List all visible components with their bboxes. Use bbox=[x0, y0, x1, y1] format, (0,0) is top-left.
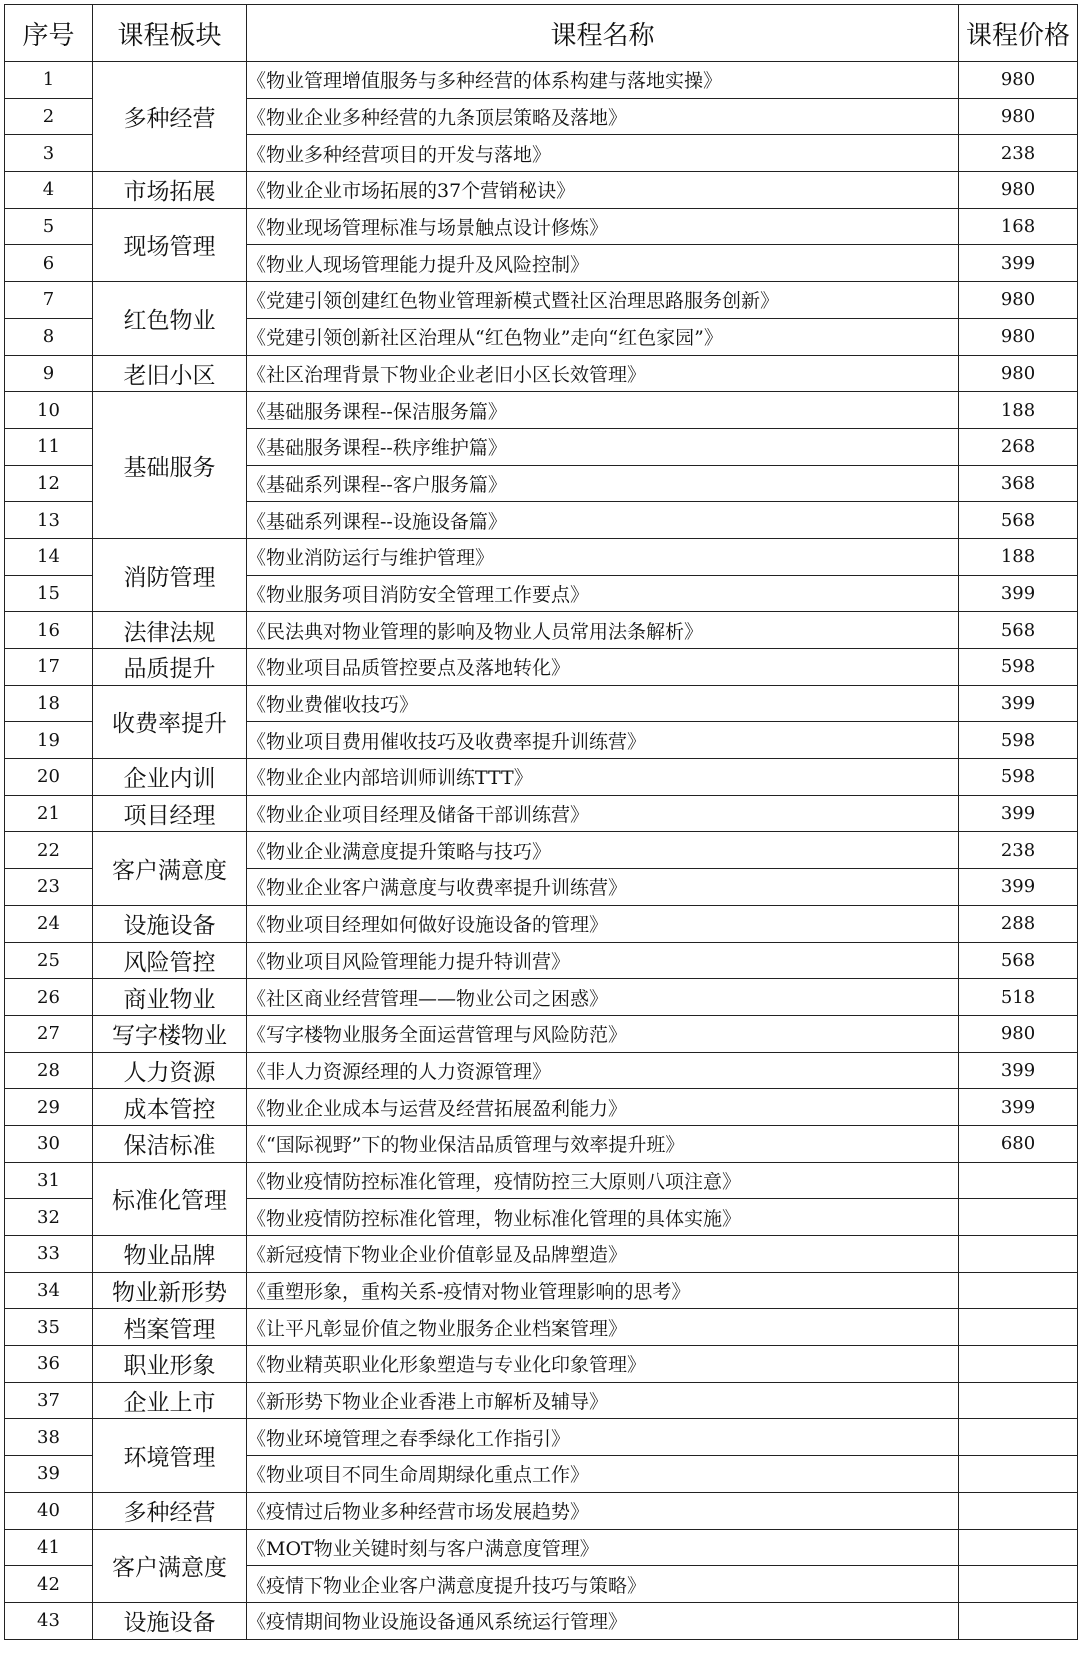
course-price: 980 bbox=[959, 98, 1078, 135]
category-cell: 企业内训 bbox=[93, 759, 247, 796]
table-header bbox=[5, 5, 1078, 62]
course-name: 《MOT物业关键时刻与客户满意度管理》 bbox=[247, 1529, 959, 1566]
row-number: 7 bbox=[5, 282, 93, 319]
table-row bbox=[5, 1602, 1078, 1639]
category-cell: 设施设备 bbox=[93, 905, 247, 942]
category-cell: 环境管理 bbox=[93, 1419, 247, 1492]
course-price: 399 bbox=[959, 1089, 1078, 1126]
course-name: 《物业项目品质管控要点及落地转化》 bbox=[247, 649, 959, 686]
row-number: 10 bbox=[5, 392, 93, 429]
course-name: 《基础系列课程--设施设备篇》 bbox=[247, 502, 959, 539]
course-name: 《物业企业客户满意度与收费率提升训练营》 bbox=[247, 869, 959, 906]
row-number: 23 bbox=[5, 869, 93, 906]
course-price bbox=[959, 1199, 1078, 1236]
table-row bbox=[5, 942, 1078, 979]
row-number: 39 bbox=[5, 1456, 93, 1493]
category-cell: 设施设备 bbox=[93, 1602, 247, 1639]
course-price: 288 bbox=[959, 905, 1078, 942]
course-price: 568 bbox=[959, 502, 1078, 539]
course-price: 168 bbox=[959, 208, 1078, 245]
course-price bbox=[959, 1456, 1078, 1493]
table-row bbox=[5, 355, 1078, 392]
course-name: 《物业项目不同生命周期绿化重点工作》 bbox=[247, 1456, 959, 1493]
course-name: 《物业企业成本与运营及经营拓展盈利能力》 bbox=[247, 1089, 959, 1126]
row-number: 9 bbox=[5, 355, 93, 392]
course-name: 《物业环境管理之春季绿化工作指引》 bbox=[247, 1419, 959, 1456]
course-name: 《物业疫情防控标准化管理，物业标准化管理的具体实施》 bbox=[247, 1199, 959, 1236]
row-number: 2 bbox=[5, 98, 93, 135]
course-name: 《让平凡彰显价值之物业服务企业档案管理》 bbox=[247, 1309, 959, 1346]
course-name: 《物业服务项目消防安全管理工作要点》 bbox=[247, 575, 959, 612]
category-cell: 档案管理 bbox=[93, 1309, 247, 1346]
row-number: 16 bbox=[5, 612, 93, 649]
course-price: 268 bbox=[959, 428, 1078, 465]
course-price: 598 bbox=[959, 759, 1078, 796]
table-row bbox=[5, 282, 1078, 319]
row-number: 33 bbox=[5, 1236, 93, 1273]
table-row bbox=[5, 1346, 1078, 1383]
category-cell: 多种经营 bbox=[93, 1492, 247, 1529]
course-price: 518 bbox=[959, 979, 1078, 1016]
table-row bbox=[5, 649, 1078, 686]
course-name: 《党建引领创建红色物业管理新模式暨社区治理思路服务创新》 bbox=[247, 282, 959, 319]
course-price: 598 bbox=[959, 649, 1078, 686]
table-row bbox=[5, 538, 1078, 575]
course-price bbox=[959, 1309, 1078, 1346]
row-number: 5 bbox=[5, 208, 93, 245]
course-name: 《物业企业内部培训师训练TTT》 bbox=[247, 759, 959, 796]
header-index: 序号 bbox=[5, 5, 93, 62]
header-course-name: 课程名称 bbox=[247, 5, 959, 62]
table-row bbox=[5, 1272, 1078, 1309]
course-price: 238 bbox=[959, 135, 1078, 172]
course-name: 《物业项目经理如何做好设施设备的管理》 bbox=[247, 905, 959, 942]
row-number: 3 bbox=[5, 135, 93, 172]
header-row bbox=[5, 5, 1078, 62]
table-row bbox=[5, 1125, 1078, 1162]
row-number: 42 bbox=[5, 1566, 93, 1603]
category-cell: 多种经营 bbox=[93, 62, 247, 172]
row-number: 29 bbox=[5, 1089, 93, 1126]
course-name: 《物业企业满意度提升策略与技巧》 bbox=[247, 832, 959, 869]
course-name: 《基础系列课程--客户服务篇》 bbox=[247, 465, 959, 502]
category-cell: 标准化管理 bbox=[93, 1162, 247, 1235]
row-number: 36 bbox=[5, 1346, 93, 1383]
table-row bbox=[5, 1236, 1078, 1273]
category-cell: 市场拓展 bbox=[93, 172, 247, 209]
category-cell: 商业物业 bbox=[93, 979, 247, 1016]
course-price: 980 bbox=[959, 355, 1078, 392]
course-name: 《物业疫情防控标准化管理，疫情防控三大原则八项注意》 bbox=[247, 1162, 959, 1199]
table-row bbox=[5, 1015, 1078, 1052]
course-price: 980 bbox=[959, 62, 1078, 99]
row-number: 13 bbox=[5, 502, 93, 539]
category-cell: 风险管控 bbox=[93, 942, 247, 979]
course-price bbox=[959, 1529, 1078, 1566]
course-price: 399 bbox=[959, 795, 1078, 832]
course-price: 238 bbox=[959, 832, 1078, 869]
table-row bbox=[5, 392, 1078, 429]
table-row bbox=[5, 685, 1078, 722]
row-number: 37 bbox=[5, 1382, 93, 1419]
category-cell: 物业品牌 bbox=[93, 1236, 247, 1273]
table-row bbox=[5, 1089, 1078, 1126]
course-name: 《疫情期间物业设施设备通风系统运行管理》 bbox=[247, 1602, 959, 1639]
row-number: 14 bbox=[5, 538, 93, 575]
row-number: 27 bbox=[5, 1015, 93, 1052]
row-number: 11 bbox=[5, 428, 93, 465]
row-number: 40 bbox=[5, 1492, 93, 1529]
course-name: 《社区商业经营管理——物业公司之困惑》 bbox=[247, 979, 959, 1016]
course-price: 399 bbox=[959, 869, 1078, 906]
course-name: 《新冠疫情下物业企业价值彰显及品牌塑造》 bbox=[247, 1236, 959, 1273]
table-row bbox=[5, 1492, 1078, 1529]
course-price: 598 bbox=[959, 722, 1078, 759]
course-name: 《疫情下物业企业客户满意度提升技巧与策略》 bbox=[247, 1566, 959, 1603]
table-row bbox=[5, 612, 1078, 649]
table-row bbox=[5, 1382, 1078, 1419]
course-price: 188 bbox=[959, 392, 1078, 429]
course-name: 《物业现场管理标准与场景触点设计修炼》 bbox=[247, 208, 959, 245]
category-cell: 项目经理 bbox=[93, 795, 247, 832]
course-price: 399 bbox=[959, 245, 1078, 282]
category-cell: 老旧小区 bbox=[93, 355, 247, 392]
course-name: 《新形势下物业企业香港上市解析及辅导》 bbox=[247, 1382, 959, 1419]
row-number: 20 bbox=[5, 759, 93, 796]
table-row bbox=[5, 1162, 1078, 1199]
row-number: 26 bbox=[5, 979, 93, 1016]
row-number: 35 bbox=[5, 1309, 93, 1346]
course-price: 980 bbox=[959, 172, 1078, 209]
row-number: 32 bbox=[5, 1199, 93, 1236]
row-number: 4 bbox=[5, 172, 93, 209]
course-table bbox=[4, 4, 1078, 1640]
category-cell: 法律法规 bbox=[93, 612, 247, 649]
row-number: 41 bbox=[5, 1529, 93, 1566]
course-price bbox=[959, 1382, 1078, 1419]
row-number: 18 bbox=[5, 685, 93, 722]
category-cell: 物业新形势 bbox=[93, 1272, 247, 1309]
course-price: 188 bbox=[959, 538, 1078, 575]
course-price: 568 bbox=[959, 612, 1078, 649]
table-row bbox=[5, 759, 1078, 796]
category-cell: 消防管理 bbox=[93, 538, 247, 611]
course-name: 《基础服务课程--秩序维护篇》 bbox=[247, 428, 959, 465]
course-name: 《物业企业多种经营的九条顶层策略及落地》 bbox=[247, 98, 959, 135]
course-name: 《社区治理背景下物业企业老旧小区长效管理》 bbox=[247, 355, 959, 392]
course-name: 《物业项目风险管理能力提升特训营》 bbox=[247, 942, 959, 979]
category-cell: 客户满意度 bbox=[93, 832, 247, 905]
row-number: 28 bbox=[5, 1052, 93, 1089]
category-cell: 成本管控 bbox=[93, 1089, 247, 1126]
course-price bbox=[959, 1346, 1078, 1383]
row-number: 34 bbox=[5, 1272, 93, 1309]
course-price bbox=[959, 1492, 1078, 1529]
table-row bbox=[5, 62, 1078, 99]
row-number: 43 bbox=[5, 1602, 93, 1639]
category-cell: 品质提升 bbox=[93, 649, 247, 686]
course-name: 《物业人现场管理能力提升及风险控制》 bbox=[247, 245, 959, 282]
course-name: 《物业多种经营项目的开发与落地》 bbox=[247, 135, 959, 172]
course-price bbox=[959, 1236, 1078, 1273]
category-cell: 写字楼物业 bbox=[93, 1015, 247, 1052]
category-cell: 现场管理 bbox=[93, 208, 247, 281]
course-name: 《民法典对物业管理的影响及物业人员常用法条解析》 bbox=[247, 612, 959, 649]
row-number: 19 bbox=[5, 722, 93, 759]
row-number: 24 bbox=[5, 905, 93, 942]
course-name: 《非人力资源经理的人力资源管理》 bbox=[247, 1052, 959, 1089]
category-cell: 职业形象 bbox=[93, 1346, 247, 1383]
course-name: 《物业费催收技巧》 bbox=[247, 685, 959, 722]
course-name: 《物业精英职业化形象塑造与专业化印象管理》 bbox=[247, 1346, 959, 1383]
table-row bbox=[5, 905, 1078, 942]
table-row bbox=[5, 172, 1078, 209]
table-body bbox=[5, 62, 1078, 1640]
course-price bbox=[959, 1419, 1078, 1456]
course-price bbox=[959, 1602, 1078, 1639]
category-cell: 客户满意度 bbox=[93, 1529, 247, 1602]
header-price: 课程价格 bbox=[959, 5, 1078, 62]
row-number: 21 bbox=[5, 795, 93, 832]
table-row bbox=[5, 979, 1078, 1016]
course-price: 399 bbox=[959, 575, 1078, 612]
course-name: 《写字楼物业服务全面运营管理与风险防范》 bbox=[247, 1015, 959, 1052]
category-cell: 保洁标准 bbox=[93, 1125, 247, 1162]
course-price bbox=[959, 1162, 1078, 1199]
category-cell: 基础服务 bbox=[93, 392, 247, 539]
course-price: 399 bbox=[959, 1052, 1078, 1089]
category-cell: 红色物业 bbox=[93, 282, 247, 355]
table-row bbox=[5, 832, 1078, 869]
row-number: 22 bbox=[5, 832, 93, 869]
header-category: 课程板块 bbox=[93, 5, 247, 62]
row-number: 15 bbox=[5, 575, 93, 612]
course-name: 《物业管理增值服务与多种经营的体系构建与落地实操》 bbox=[247, 62, 959, 99]
course-name: 《基础服务课程--保洁服务篇》 bbox=[247, 392, 959, 429]
course-name: 《物业企业市场拓展的37个营销秘诀》 bbox=[247, 172, 959, 209]
row-number: 1 bbox=[5, 62, 93, 99]
row-number: 17 bbox=[5, 649, 93, 686]
table-row bbox=[5, 1309, 1078, 1346]
table-row bbox=[5, 1052, 1078, 1089]
course-name: 《物业消防运行与维护管理》 bbox=[247, 538, 959, 575]
course-price: 680 bbox=[959, 1125, 1078, 1162]
table-row bbox=[5, 1529, 1078, 1566]
category-cell: 收费率提升 bbox=[93, 685, 247, 758]
course-price: 399 bbox=[959, 685, 1078, 722]
course-price: 980 bbox=[959, 318, 1078, 355]
course-name: 《疫情过后物业多种经营市场发展趋势》 bbox=[247, 1492, 959, 1529]
row-number: 12 bbox=[5, 465, 93, 502]
course-name: 《“国际视野”下的物业保洁品质管理与效率提升班》 bbox=[247, 1125, 959, 1162]
course-price: 980 bbox=[959, 282, 1078, 319]
table-row bbox=[5, 1419, 1078, 1456]
row-number: 30 bbox=[5, 1125, 93, 1162]
row-number: 6 bbox=[5, 245, 93, 282]
table-row bbox=[5, 208, 1078, 245]
category-cell: 企业上市 bbox=[93, 1382, 247, 1419]
course-price: 980 bbox=[959, 1015, 1078, 1052]
course-price bbox=[959, 1566, 1078, 1603]
course-name: 《物业项目费用催收技巧及收费率提升训练营》 bbox=[247, 722, 959, 759]
course-price: 568 bbox=[959, 942, 1078, 979]
category-cell: 人力资源 bbox=[93, 1052, 247, 1089]
course-name: 《党建引领创新社区治理从“红色物业”走向“红色家园”》 bbox=[247, 318, 959, 355]
course-name: 《重塑形象，重构关系-疫情对物业管理影响的思考》 bbox=[247, 1272, 959, 1309]
row-number: 25 bbox=[5, 942, 93, 979]
course-price: 368 bbox=[959, 465, 1078, 502]
row-number: 31 bbox=[5, 1162, 93, 1199]
table-row bbox=[5, 795, 1078, 832]
row-number: 38 bbox=[5, 1419, 93, 1456]
course-price bbox=[959, 1272, 1078, 1309]
course-name: 《物业企业项目经理及储备干部训练营》 bbox=[247, 795, 959, 832]
row-number: 8 bbox=[5, 318, 93, 355]
